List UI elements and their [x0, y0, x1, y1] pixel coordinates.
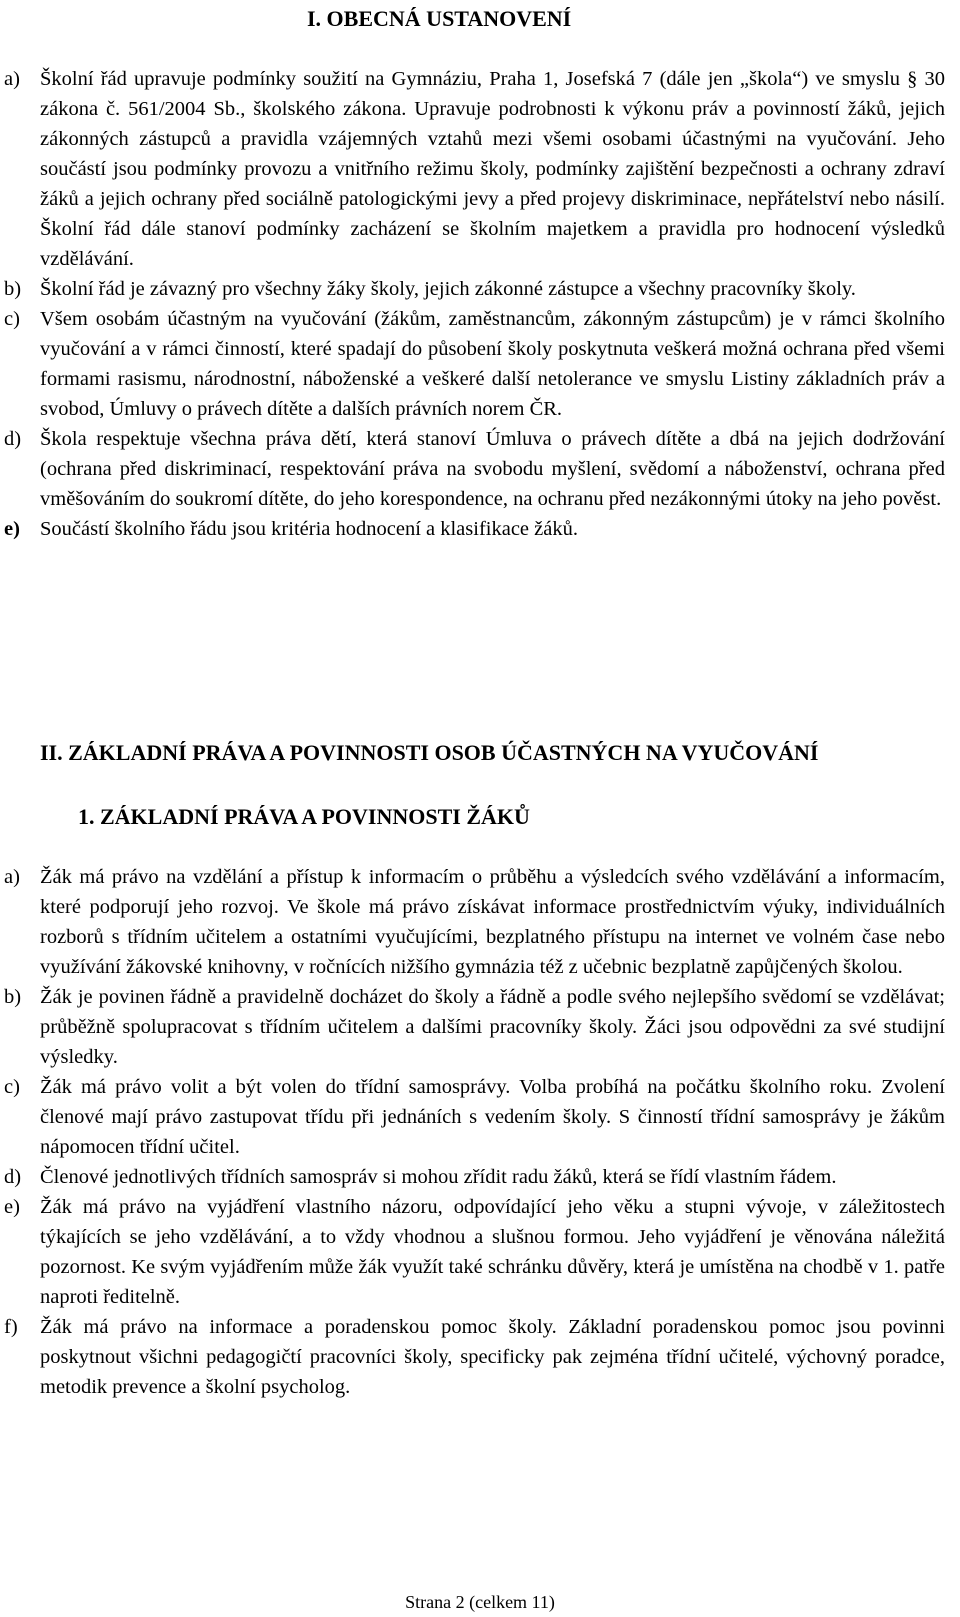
list-item: [0, 1312, 960, 1402]
item-text: Žák má právo na informace a poradenskou pomoc školy. Základní poradenskou pomoc jsou povinni poskytnout všichni pedagogičtí pracovníci školy, specificky pak zejména třídní učitelé, výchovný poradce, metodik prevence a školní psycholog.: [40, 1316, 945, 1398]
list-item: [0, 274, 960, 304]
item-marker: a): [4, 866, 20, 888]
item-marker: a): [4, 68, 20, 90]
list-item: [0, 64, 960, 274]
list-item: [0, 862, 960, 982]
item-marker: c): [4, 308, 20, 330]
item-text: Všem osobám účastným na vyučování (žákům, zaměstnancům, zákonným zástupcům) je v rámci školního vyučování a v rámci činností, které spadají do působení školy poskytnuta veškerá možná ochrana před všemi formami rasismu, národnostní, náboženské a veškeré další netolerance ve smyslu Listiny základních práv a svobod, Úmluvy o právech dítěte a dalších právních norem ČR.: [40, 308, 945, 420]
page-footer: Strana 2 (celkem 11): [405, 1592, 555, 1612]
item-text: Členové jednotlivých třídních samospráv si mohou zřídit radu žáků, která se řídí vlastním řádem.: [40, 1166, 837, 1188]
item-marker: b): [4, 278, 22, 300]
list-item: [0, 1072, 960, 1162]
item-marker: f): [4, 1316, 18, 1338]
subsection-title-student-rights: 1. ZÁKLADNÍ PRÁVA A POVINNOSTI ŽÁKŮ: [78, 804, 530, 829]
list-item: [0, 304, 960, 424]
student-rights-list: [0, 862, 960, 1402]
item-marker: d): [4, 1166, 22, 1188]
item-text: Školní řád je závazný pro všechny žáky školy, jejich zákonné zástupce a všechny pracovníky školy.: [40, 278, 856, 300]
list-item: [0, 982, 960, 1072]
section-title-rights-and-duties: II. ZÁKLADNÍ PRÁVA A POVINNOSTI OSOB ÚČASTNÝCH NA VYUČOVÁNÍ: [40, 740, 819, 765]
item-text: Školní řád upravuje podmínky soužití na Gymnáziu, Praha 1, Josefská 7 (dále jen „škola“) ve smyslu § 30 zákona č. 561/2004 Sb., školského zákona. Upravuje podrobnosti k výkonu práv a povinností žáků, jejich zákonných zástupců a pravidla vzájemných vztahů mezi všemi osobami účastnými na vyučování. Jeho součástí jsou podmínky provozu a vnitřního režimu školy, podmínky zajištění bezpečnosti a ochrany zdraví žáků a jejich ochrany před sociálně patologickými jevy a před projevy diskriminace, nepřátelství nebo násilí. Školní řád dále stanoví podmínky zacházení se školním majetkem a pravidla pro hodnocení výsledků vzdělávání.: [40, 68, 945, 270]
item-text: Škola respektuje všechna práva dětí, která stanoví Úmluva o právech dítěte a dbá na jejich dodržování (ochrana před diskriminací, respektování práva na svobodu myšlení, svědomí a náboženství, ochrana před vměšováním do soukromí dítěte, do jeho korespondence, na ochranu před nezákonnými útoky na jeho pověst.: [40, 428, 945, 510]
general-provisions-list: [0, 64, 960, 544]
list-item: [0, 424, 960, 514]
item-text: Žák má právo volit a být volen do třídní samosprávy. Volba probíhá na počátku školního roku. Zvolení členové mají právo zastupovat třídu při jednáních s vedením školy. S činností třídní samosprávy je žákům nápomocen třídní učitel.: [40, 1076, 945, 1158]
item-marker: c): [4, 1076, 20, 1098]
section-title-general-provisions: I. OBECNÁ USTANOVENÍ: [307, 6, 572, 31]
list-item: [0, 514, 960, 544]
item-text: Žák má právo na vyjádření vlastního názoru, odpovídající jeho věku a stupni vývoje, v záležitostech týkajících se jeho vzdělávání, a to vždy vhodnou a slušnou formou. Jeho vyjádření je věnována náležitá pozornost. Ke svým vyjádřením může žák využít také schránku důvěry, která je umístěna na chodbě v 1. patře naproti ředitelně.: [40, 1196, 945, 1308]
item-marker: e): [4, 1196, 20, 1218]
list-item: [0, 1192, 960, 1312]
item-marker: d): [4, 428, 22, 450]
item-text: Součástí školního řádu jsou kritéria hodnocení a klasifikace žáků.: [40, 518, 578, 540]
item-text: Žák je povinen řádně a pravidelně docházet do školy a řádně a podle svého nejlepšího svědomí se vzdělávat; průběžně spolupracovat s třídním učitelem a dalšími pracovníky školy. Žáci jsou odpovědni za své studijní výsledky.: [40, 986, 945, 1068]
item-text: Žák má právo na vzdělání a přístup k informacím o průběhu a výsledcích svého vzdělávání a informacím, které podporují jeho rozvoj. Ve škole má právo získávat informace prostřednictvím výuky, individuálních rozborů s třídním učitelem a ostatními vyučujícími, bezplatného přístupu na internet ve volném čase nebo využívání žákovské knihovny, v ročnících nižšího gymnázia též z učebnic bezplatně zapůjčených školou.: [40, 866, 945, 978]
item-marker: b): [4, 986, 22, 1008]
item-marker: e): [4, 518, 20, 540]
list-item: [0, 1162, 960, 1192]
